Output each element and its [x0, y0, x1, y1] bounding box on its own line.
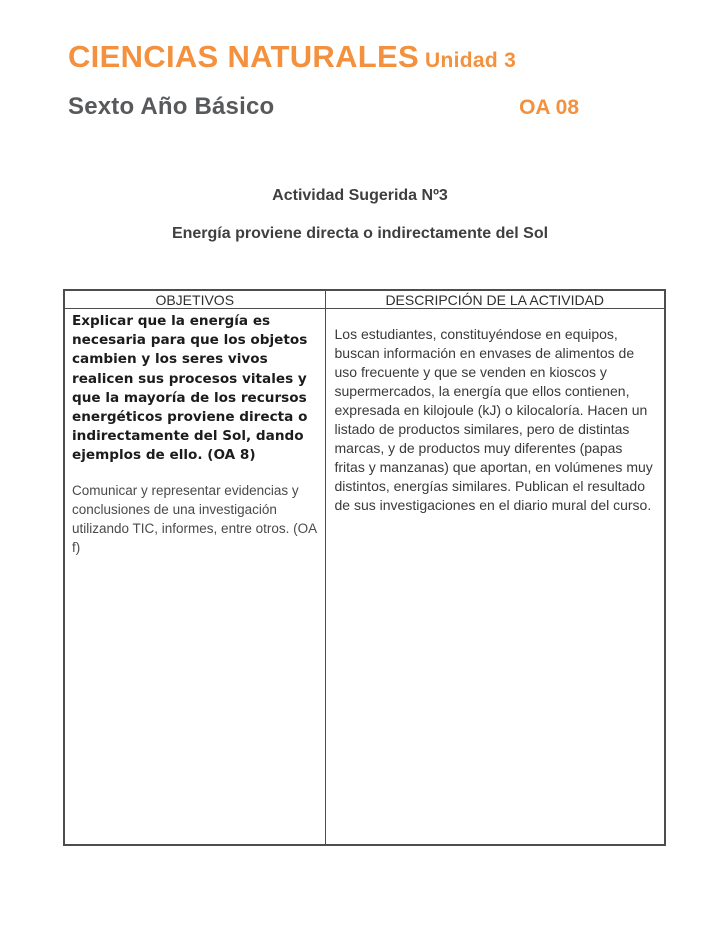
objective-secondary: Comunicar y representar evidencias y conclusiones de una investigación utilizando TIC, informes, entre otros. (OA f) — [72, 482, 317, 555]
activity-description: Los estudiantes, constituyéndose en equipos, buscan información en envases de alimentos de uso frecuente y que se venden en kioscos y supermercados, la energía que ellos contienen, expresada en kilojoule (kJ) o kilocaloría. Hacen un listado de productos similares, pero de distintas marcas, y de productos muy diferentes (papas fritas y manzanas) que aportan, en volúmenes muy distintos, energías similares. Publican el resultado de sus investigaciones en el diario mural del curso. — [334, 326, 653, 513]
table-row — [64, 309, 665, 845]
column-header-objetivos: OBJETIVOS — [64, 290, 325, 309]
objectives-cell — [64, 309, 325, 845]
activity-table — [63, 289, 666, 846]
activity-title: Actividad Sugerida Nº3 — [272, 187, 448, 204]
table-header-row — [64, 290, 665, 309]
unit-label: Unidad 3 — [425, 49, 517, 72]
description-cell — [325, 309, 665, 845]
column-header-descripcion: DESCRIPCIÓN DE LA ACTIVIDAD — [325, 290, 665, 309]
oa-code: OA 08 — [519, 96, 579, 119]
activity-subtitle: Energía proviene directa o indirectamente del Sol — [171, 225, 549, 242]
table-body — [64, 309, 665, 845]
page-title — [68, 41, 516, 72]
grade-title: Sexto Año Básico — [68, 93, 275, 120]
course-title: CIENCIAS NATURALES — [68, 39, 420, 74]
subtitle-row — [68, 93, 579, 121]
objective-primary: Explicar que la energía es necesaria para que los objetos cambien y los seres vivos realicen sus procesos vitales y que la mayoría de los recursos energéticos proviene directa o indirectamente del Sol, dando ejemplos de ello. (OA 8) — [72, 313, 308, 464]
